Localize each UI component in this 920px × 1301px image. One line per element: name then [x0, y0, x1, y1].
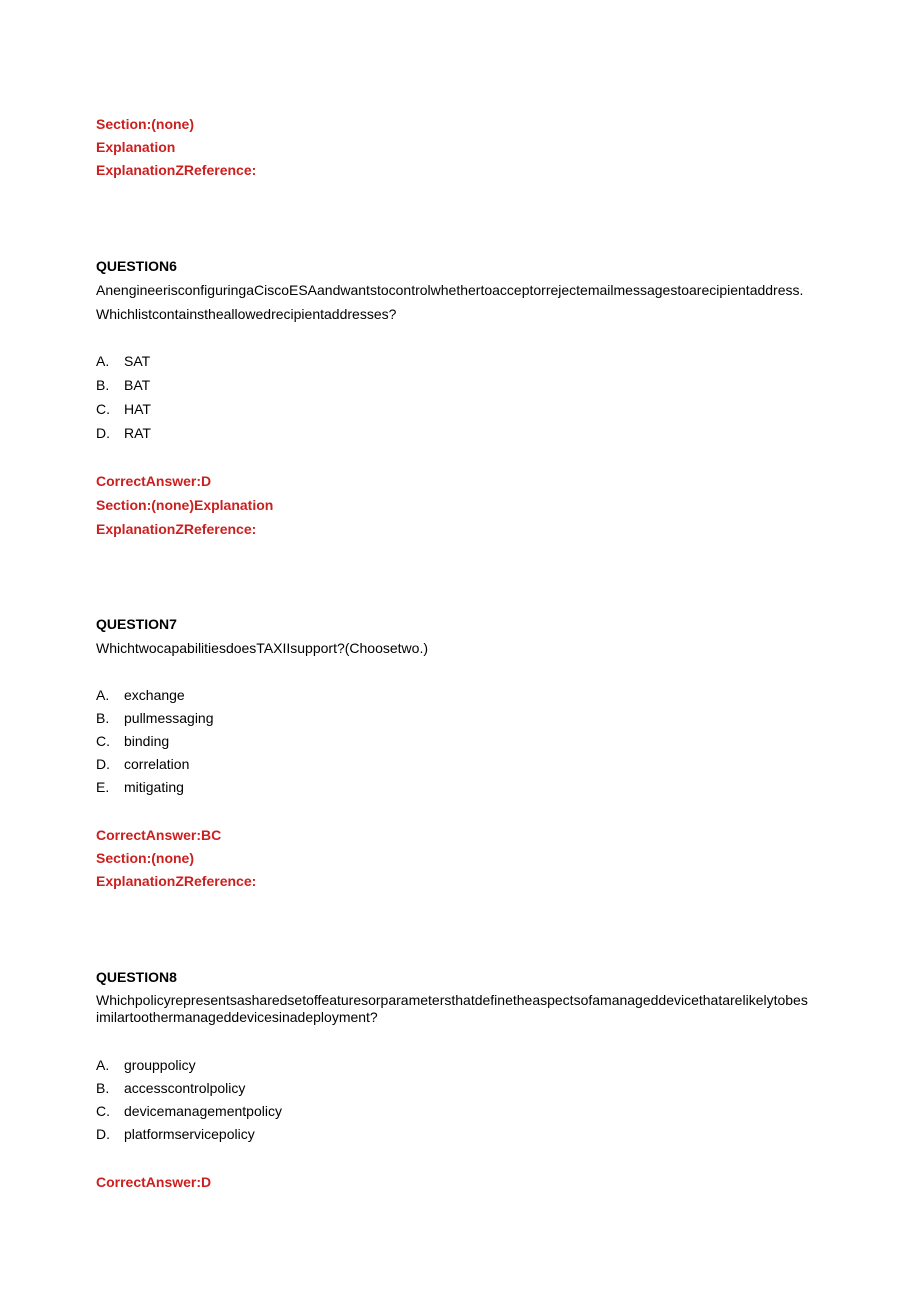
question-6-text-line1: AnengineerisconfiguringaCiscoESAandwantstocontrolwhethertoacceptorrejectemailmessagestoarecipientaddress.: [96, 282, 804, 298]
option-letter: D.: [96, 425, 110, 441]
question-8-answer: CorrectAnswer:D: [96, 1174, 212, 1190]
question-6-option-b: [96, 377, 150, 394]
question-8-text-line2: imilartoothermanageddevicesinadeployment?: [96, 1009, 378, 1025]
option-letter: A.: [96, 687, 110, 703]
section-label: Section:(none): [96, 116, 194, 132]
question-6-option-a: [96, 353, 150, 370]
question-8-option-b: [96, 1080, 245, 1097]
question-6-option-d: [96, 425, 151, 442]
question-7-reference: ExplanationZReference:: [96, 873, 257, 889]
question-6-reference: ExplanationZReference:: [96, 521, 257, 537]
question-8-option-c: [96, 1103, 282, 1120]
question-7-section: Section:(none): [96, 850, 194, 866]
question-7-option-e: [96, 779, 184, 796]
option-letter: E.: [96, 779, 110, 795]
question-7-option-b: [96, 710, 214, 727]
question-7-text-line1: WhichtwocapabilitiesdoesTAXIIsupport?(Choosetwo.): [96, 640, 429, 656]
question-6-answer: CorrectAnswer:D: [96, 473, 212, 489]
question-7-option-d: [96, 756, 189, 773]
option-letter: A.: [96, 1057, 110, 1073]
option-text: pullmessaging: [124, 710, 214, 726]
question-7-option-a: [96, 687, 185, 704]
question-7-answer: CorrectAnswer:BC: [96, 827, 222, 843]
question-7-title: QUESTION7: [96, 616, 177, 632]
option-text: exchange: [124, 687, 185, 703]
question-8-title: QUESTION8: [96, 969, 177, 985]
option-letter: C.: [96, 401, 110, 417]
option-text: platformservicepolicy: [124, 1126, 255, 1142]
option-text: BAT: [124, 377, 151, 393]
question-8-option-a: [96, 1057, 196, 1074]
option-letter: A.: [96, 353, 110, 369]
option-text: RAT: [124, 425, 151, 441]
question-8-text-line1: Whichpolicyrepresentsasharedsetoffeaturesorparametersthatdefinetheaspectsofamanageddevicethatarelikelytobes: [96, 992, 808, 1008]
option-letter: C.: [96, 733, 110, 749]
question-8-option-d: [96, 1126, 255, 1143]
option-letter: D.: [96, 756, 110, 772]
question-7-option-c: [96, 733, 169, 750]
question-6-title: QUESTION6: [96, 258, 177, 274]
option-text: HAT: [124, 401, 151, 417]
option-text: grouppolicy: [124, 1057, 196, 1073]
option-letter: C.: [96, 1103, 110, 1119]
option-text: devicemanagementpolicy: [124, 1103, 282, 1119]
option-text: SAT: [124, 353, 151, 369]
option-text: accesscontrolpolicy: [124, 1080, 246, 1096]
reference-label: ExplanationZReference:: [96, 162, 257, 178]
question-6-option-c: [96, 401, 151, 418]
option-letter: B.: [96, 377, 110, 393]
option-letter: B.: [96, 1080, 110, 1096]
option-text: correlation: [124, 756, 190, 772]
explanation-label: Explanation: [96, 139, 176, 155]
question-6-text-line2: Whichlistcontainstheallowedrecipientaddresses?: [96, 306, 397, 322]
option-letter: D.: [96, 1126, 110, 1142]
question-6-section: Section:(none)Explanation: [96, 497, 274, 513]
option-letter: B.: [96, 710, 110, 726]
option-text: mitigating: [124, 779, 184, 795]
option-text: binding: [124, 733, 170, 749]
